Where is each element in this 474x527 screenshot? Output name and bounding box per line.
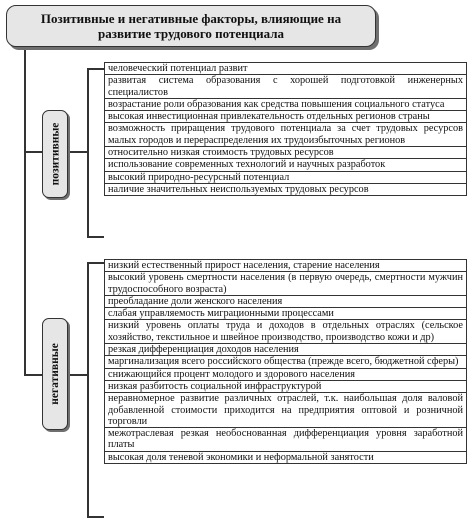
list-item: возможность приращения трудового потенциала за счет трудовых ресурсов малых городов и перераспределения их трудоизбыточных регионов (105, 123, 466, 147)
list-item: маргинализация всего российского общества (прежде всего, бюджетной сферы) (105, 356, 466, 368)
negative-list-bracket-bottom (87, 516, 104, 518)
positive-list-connector (68, 151, 88, 153)
positive-list-bracket-top (87, 68, 104, 70)
list-item: относительно низкая стоимость трудовых ресурсов (105, 147, 466, 159)
negative-list-bracket-top (87, 262, 104, 264)
list-item: преобладание доли женского населения (105, 296, 466, 308)
positive-factors-list (104, 62, 467, 196)
list-item: высокий природно-ресурсный потенциал (105, 172, 466, 184)
list-item: низкий естественный прирост населения, старение населения (105, 260, 466, 272)
list-item: резкая дифференциация доходов населения (105, 344, 466, 356)
list-item: высокая доля теневой экономики и неформальной занятости (108, 451, 374, 463)
list-item: высокий уровень смертности населения (в первую очередь, смертности мужчин трудоспособного возраста) (105, 272, 466, 296)
list-item: человеческий потенциал развит (105, 63, 466, 75)
positive-branch-connector (24, 151, 42, 153)
list-item: неравномерное развитие различных отраслей, т.к. наибольшая доля валовой добавленной стоимости приходится на предприятия оптовой и розничной торговли (105, 393, 466, 428)
list-item: слабая управляемость миграционными процессами (105, 308, 466, 320)
list-item: снижающийся процент молодого и здорового населения (105, 369, 466, 381)
negative-branch-connector (24, 374, 42, 376)
positive-list-bracket-bottom (87, 236, 104, 238)
list-item: межотраслевая резкая необоснованная дифференциация уровня заработной платы (105, 428, 466, 452)
negative-factors-list (104, 259, 467, 464)
list-item: высокая инвестиционная привлекательность отдельных регионов страны (105, 111, 466, 123)
list-item: развитая система образования с хорошей подготовкой инженерных специалистов (105, 75, 466, 99)
list-item: низкий уровень оплаты труда и доходов в отдельных отраслях (сельское хозяйство, текстильное и швейное производство, производство кожи и др) (105, 320, 466, 344)
negative-list-bracket (87, 262, 89, 518)
list-item: использование современных технологий и научных разработок (105, 159, 466, 171)
list-item: низкая разбитость социальной инфраструктурой (105, 381, 466, 393)
list-item: наличие значительных неиспользуемых трудовых ресурсов (108, 183, 369, 195)
negative-list-connector (68, 374, 88, 376)
positive-list-bracket (87, 68, 89, 238)
negative-category-label: негативные (49, 343, 62, 405)
list-item: возрастание роли образования как средства повышения социального статуса (105, 99, 466, 111)
negative-category-box (42, 318, 68, 430)
positive-category-box (42, 110, 68, 198)
diagram-title: Позитивные и негативные факторы, влияющие на развитие трудового потенциала (6, 5, 376, 47)
main-vertical-connector (24, 50, 26, 375)
positive-category-label: позитивные (49, 122, 62, 186)
